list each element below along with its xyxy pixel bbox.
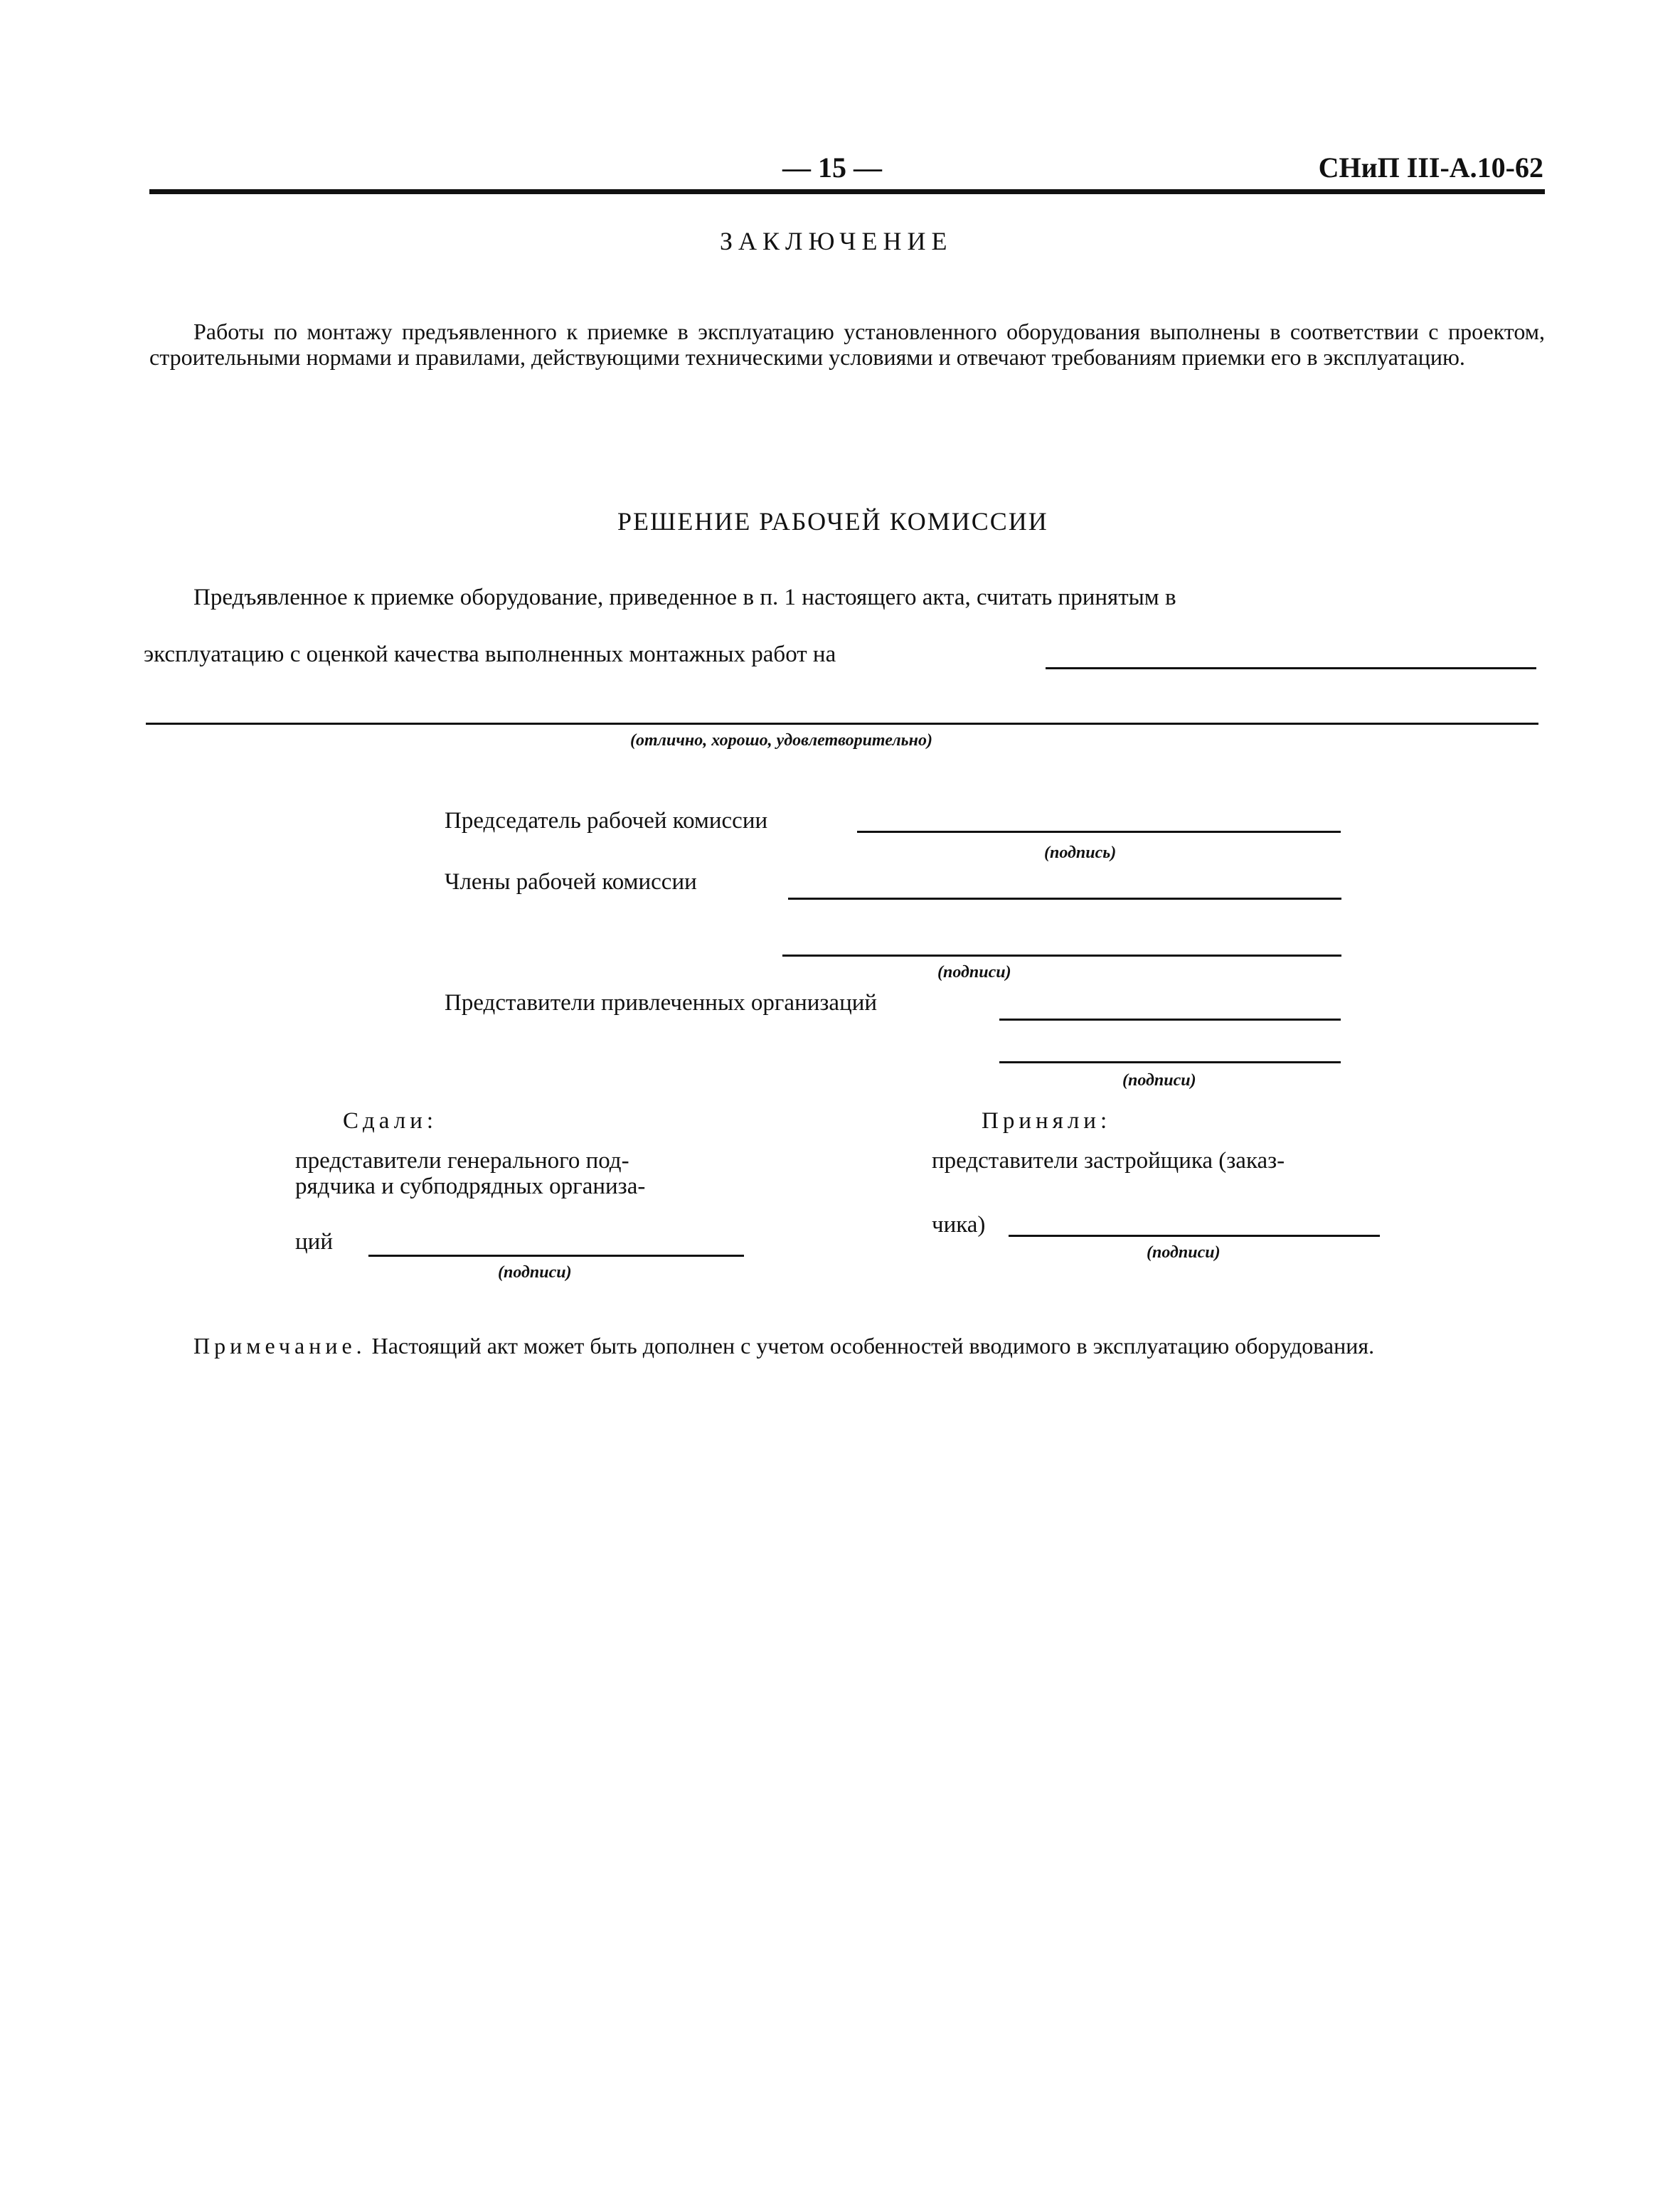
chairman-label: Председатель рабочей комиссии — [445, 808, 768, 834]
handed-caption: (подписи) — [498, 1263, 572, 1282]
members-label: Члены рабочей комиссии — [445, 869, 697, 895]
handed-signature-line — [368, 1255, 744, 1257]
rating-line-2 — [146, 723, 1538, 725]
reps-signature-line-2 — [999, 1061, 1341, 1063]
handed-line-1: представители генерального под- — [295, 1148, 629, 1174]
members-signature-line-1 — [788, 898, 1341, 900]
page-number: — 15 — — [782, 151, 882, 184]
reps-caption: (подписи) — [1122, 1071, 1196, 1090]
decision-line-2: эксплуатацию с оценкой качества выполненных монтажных работ на — [144, 642, 836, 667]
accepted-line-1: представители застройщика (заказ- — [932, 1148, 1285, 1174]
accepted-signature-line — [1009, 1235, 1380, 1237]
rating-caption: (отлично, хорошо, удовлетворительно) — [630, 731, 932, 750]
handed-line-3: ций — [295, 1229, 333, 1255]
conclusion-text: Работы по монтажу предъявленного к приемке в эксплуатацию установленного оборудования выполнены в соответствии с проектом, строительными нормами и правилами, действующими техническими условиями и отвечают требованиям приемки его в эксплуатацию. — [149, 319, 1545, 370]
members-signature-line-2 — [782, 955, 1341, 957]
handed-title: Сдали: — [343, 1108, 438, 1134]
note-paragraph — [149, 1333, 1545, 1359]
chairman-caption: (подпись) — [1044, 844, 1117, 862]
rating-line-1 — [1046, 667, 1536, 669]
reps-signature-line-1 — [999, 1019, 1341, 1021]
handed-line-2: рядчика и субподрядных организа- — [295, 1174, 646, 1199]
note-label: Примечание. — [193, 1333, 366, 1359]
accepted-title: Приняли: — [982, 1108, 1112, 1134]
note-text: Настоящий акт может быть дополнен с учетом особенностей вводимого в эксплуатацию оборудования. — [366, 1333, 1375, 1359]
reps-label: Представители привлеченных организаций — [445, 990, 878, 1016]
decision-title: РЕШЕНИЕ РАБОЧЕЙ КОМИССИИ — [617, 507, 1048, 536]
header-rule — [149, 189, 1545, 194]
accepted-line-2: чика) — [932, 1212, 986, 1238]
accepted-caption: (подписи) — [1147, 1243, 1221, 1262]
members-caption: (подписи) — [937, 963, 1011, 982]
conclusion-title: ЗАКЛЮЧЕНИЕ — [720, 227, 953, 255]
document-code: СНиП III-А.10-62 — [1318, 151, 1543, 184]
decision-line-1: Предъявленное к приемке оборудование, приведенное в п. 1 настоящего акта, считать принятым в — [193, 585, 1176, 610]
chairman-signature-line — [857, 831, 1341, 833]
